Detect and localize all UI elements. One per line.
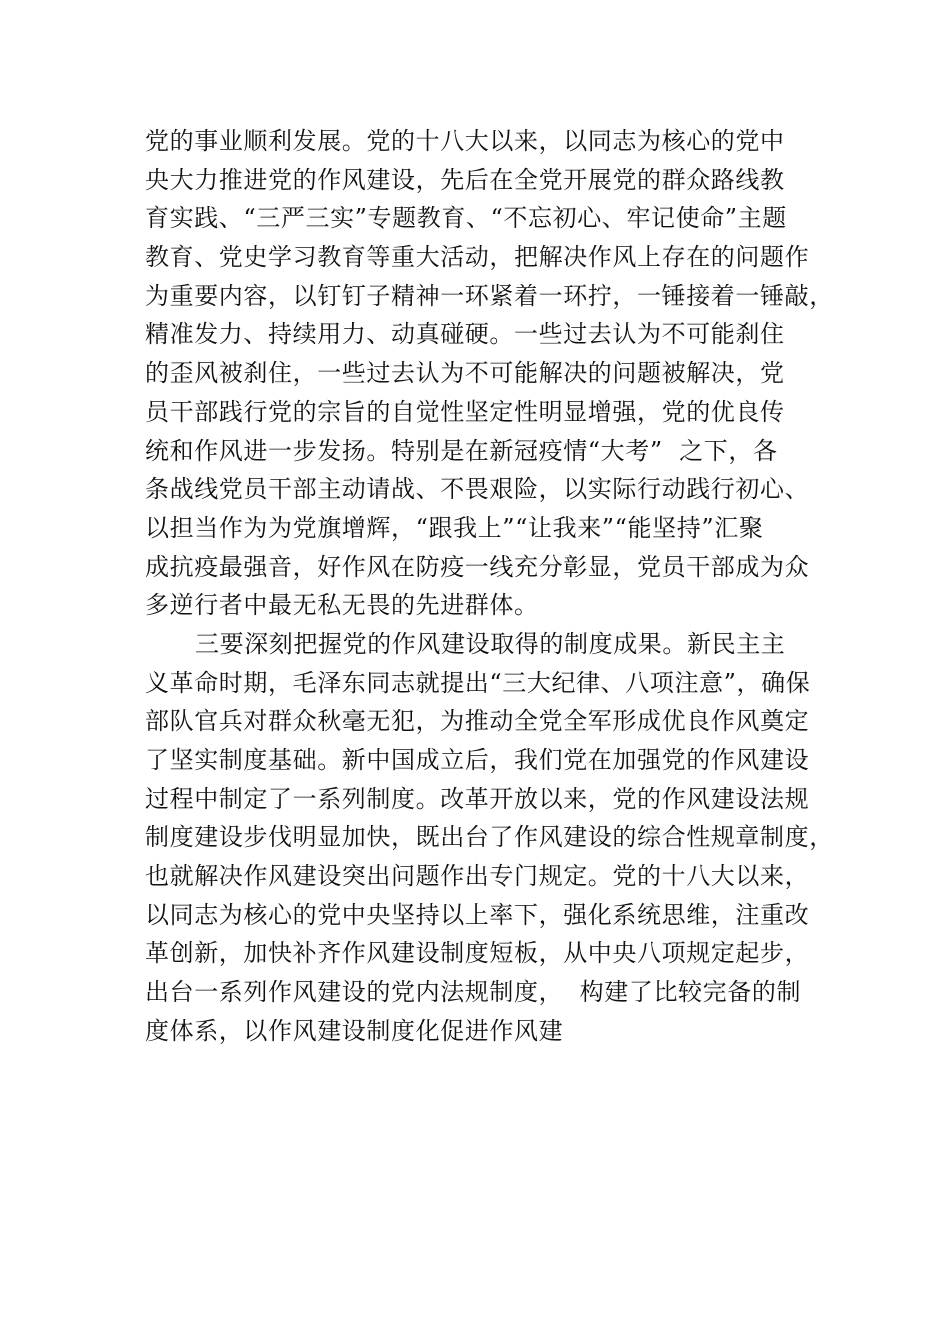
text-line: 出台一系列作风建设的党内法规制度， 构建了比较完备的制 bbox=[145, 978, 802, 1007]
text-line: 统和作风进一步发扬。特别是在新冠疫情“大考” 之下，各 bbox=[145, 436, 778, 465]
text-line: 以担当作为为党旗增辉，“跟我上”“让我来”“能坚持”汇聚 bbox=[145, 513, 764, 542]
text-line: 教育、党史学习教育等重大活动，把解决作风上存在的问题作 bbox=[145, 243, 810, 272]
text-line: 也就解决作风建设突出问题作出专门规定。党的十八大以来， bbox=[145, 862, 810, 891]
text-line: 以同志为核心的党中央坚持以上率下，强化系统思维，注重改 bbox=[145, 900, 810, 929]
text-line: 为重要内容，以钉钉子精神一环紧着一环拧，一锤接着一锤敲， bbox=[145, 281, 834, 310]
text-line: 部队官兵对群众秋毫无犯，为推动全党全军形成优良作风奠定 bbox=[145, 707, 810, 736]
text-line: 革创新，加快补齐作风建设制度短板，从中央八项规定起步， bbox=[145, 939, 810, 968]
text-line: 育实践、“三严三实”专题教育、“不忘初心、牢记使命”主题 bbox=[145, 204, 787, 233]
text-line: 过程中制定了一系列制度。改革开放以来，党的作风建设法规 bbox=[145, 784, 810, 813]
text-line: 的歪风被刹住，一些过去认为不可能解决的问题被解决，党 bbox=[145, 359, 785, 388]
text-line: 员干部践行党的宗旨的自觉性坚定性明显增强，党的优良传 bbox=[145, 397, 785, 426]
paragraph-start-line: 三要深刻把握党的作风建设取得的制度成果。新民主主 bbox=[195, 629, 786, 658]
text-line: 成抗疫最强音，好作风在防疫一线充分彰显，党员干部成为众 bbox=[145, 552, 810, 581]
text-line: 央大力推进党的作风建设，先后在全党开展党的群众路线教 bbox=[145, 165, 785, 194]
text-line: 条战线党员干部主动请战、不畏艰险，以实际行动践行初心、 bbox=[145, 475, 810, 504]
text-line: 制度建设步伐明显加快，既出台了作风建设的综合性规章制度， bbox=[145, 823, 834, 852]
body-text bbox=[145, 122, 845, 1051]
text-line: 义革命时期，毛泽东同志就提出“三大纪律、八项注意”，确保 bbox=[145, 668, 811, 697]
text-line: 精准发力、持续用力、动真碰硬。一些过去认为不可能刹住 bbox=[145, 320, 785, 349]
text-line: 多逆行者中最无私无畏的先进群体。 bbox=[145, 591, 539, 620]
text-line: 度体系，以作风建设制度化促进作风建 bbox=[145, 1016, 564, 1045]
text-line: 了坚实制度基础。新中国成立后，我们党在加强党的作风建设 bbox=[145, 746, 810, 774]
text-line: 党的事业顺利发展。党的十八大以来，以同志为核心的党中 bbox=[145, 127, 785, 155]
